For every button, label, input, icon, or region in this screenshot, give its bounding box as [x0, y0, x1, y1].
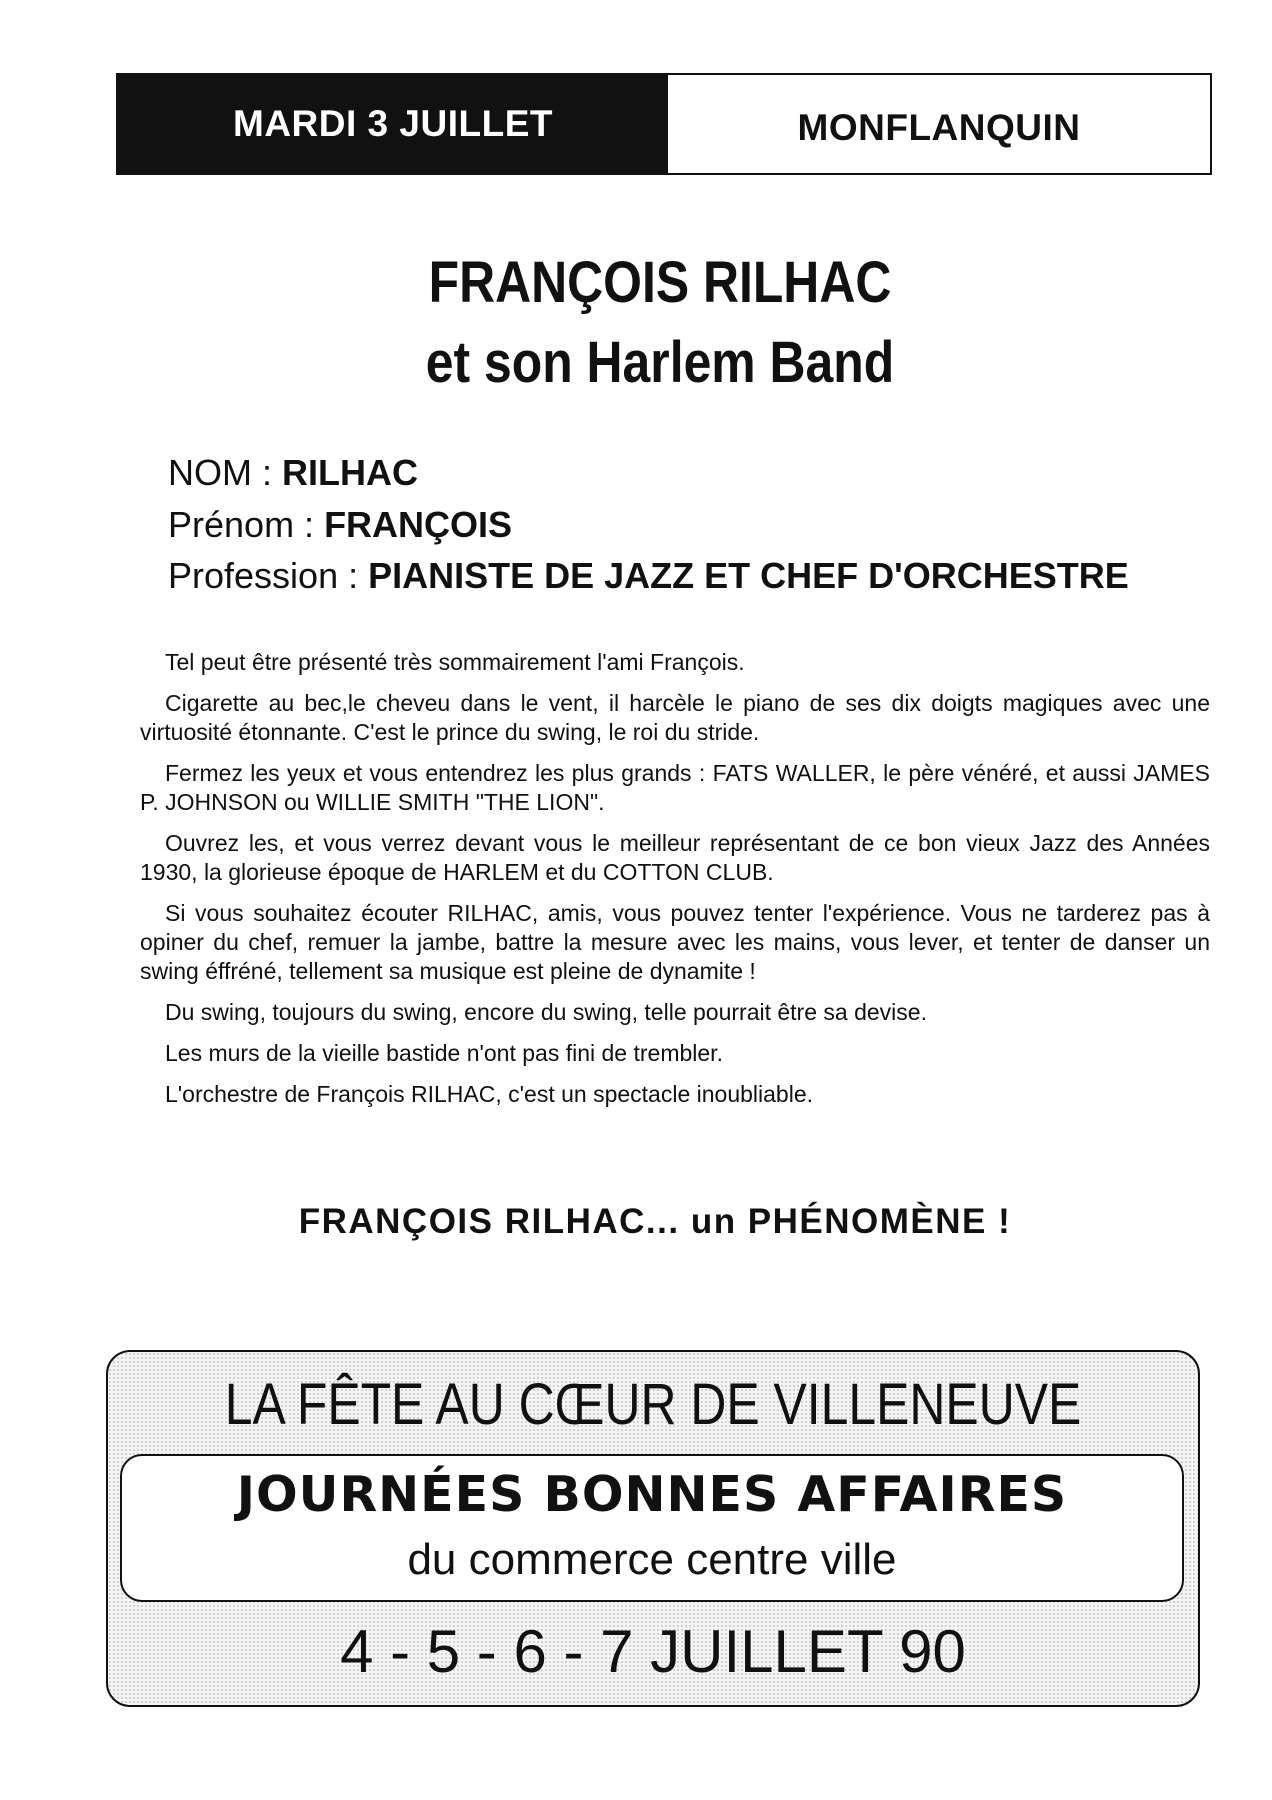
artist-title: FRANÇOIS RILHAC [428, 250, 892, 315]
promo-inner-box [120, 1454, 1184, 1602]
body-text [140, 648, 1210, 1121]
promo-heading: LA FÊTE AU CŒUR DE VILLENEUVE [224, 1372, 1082, 1437]
identity-label: Profession : [168, 555, 369, 596]
identity-label: NOM : [168, 452, 282, 493]
identity-value: FRANÇOIS [324, 504, 513, 545]
paragraph: L'orchestre de François RILHAC, c'est un spectacle inoubliable. [165, 1081, 813, 1107]
header-band [116, 73, 1212, 175]
paragraph: Les murs de la vieille bastide n'ont pas fini de trembler. [165, 1040, 723, 1066]
paragraph: Fermez les yeux et vous entendrez les plus grands : FATS WALLER, le père vénéré, et aussi JAMES P. JOHNSON ou WILLIE SMITH "THE LION". [140, 760, 1210, 815]
paragraph: Cigarette au bec,le cheveu dans le vent, il harcèle le piano de ses dix doigts magiques avec une virtuosité étonnante. C'est le prince du swing, le roi du stride. [140, 690, 1210, 745]
paragraph: Si vous souhaitez écouter RILHAC, amis, vous pouvez tenter l'expérience. Vous ne tarderez pas à opiner du chef, remuer la jambe, battre la mesure avec les mains, vous lever, et tenter de danser un swing éffréné, tellement sa musique est pleine de dynamite ! [140, 900, 1210, 984]
slogan: FRANÇOIS RILHAC... un PHÉNOMÈNE ! [298, 1202, 1012, 1241]
paragraph: Du swing, toujours du swing, encore du swing, telle pourrait être sa devise. [165, 999, 927, 1025]
identity-value: RILHAC [282, 452, 418, 493]
paragraph: Ouvrez les, et vous verrez devant vous le meilleur représentant de ce bon vieux Jazz des Années 1930, la glorieuse époque de HARLEM et du COTTON CLUB. [140, 830, 1210, 885]
promo-box [106, 1350, 1200, 1707]
event-date: MARDI 3 JUILLET [118, 75, 668, 173]
identity-firstname [168, 504, 512, 546]
identity-profession [168, 555, 1129, 597]
identity-value: PIANISTE DE JAZZ ET CHEF D'ORCHESTRE [368, 555, 1129, 596]
promo-title: JOURNÉES BONNES AFFAIRES [236, 1466, 1068, 1523]
band-title: et son Harlem Band [425, 330, 895, 395]
event-place: MONFLANQUIN [797, 107, 1081, 148]
promo-dates: 4 - 5 - 6 - 7 JUILLET 90 [340, 1618, 966, 1685]
paragraph: Tel peut être présenté très sommairement l'ami François. [165, 649, 745, 675]
promo-subtitle: du commerce centre ville [407, 1535, 897, 1584]
identity-label: Prénom : [168, 504, 325, 545]
identity-name [168, 452, 418, 494]
